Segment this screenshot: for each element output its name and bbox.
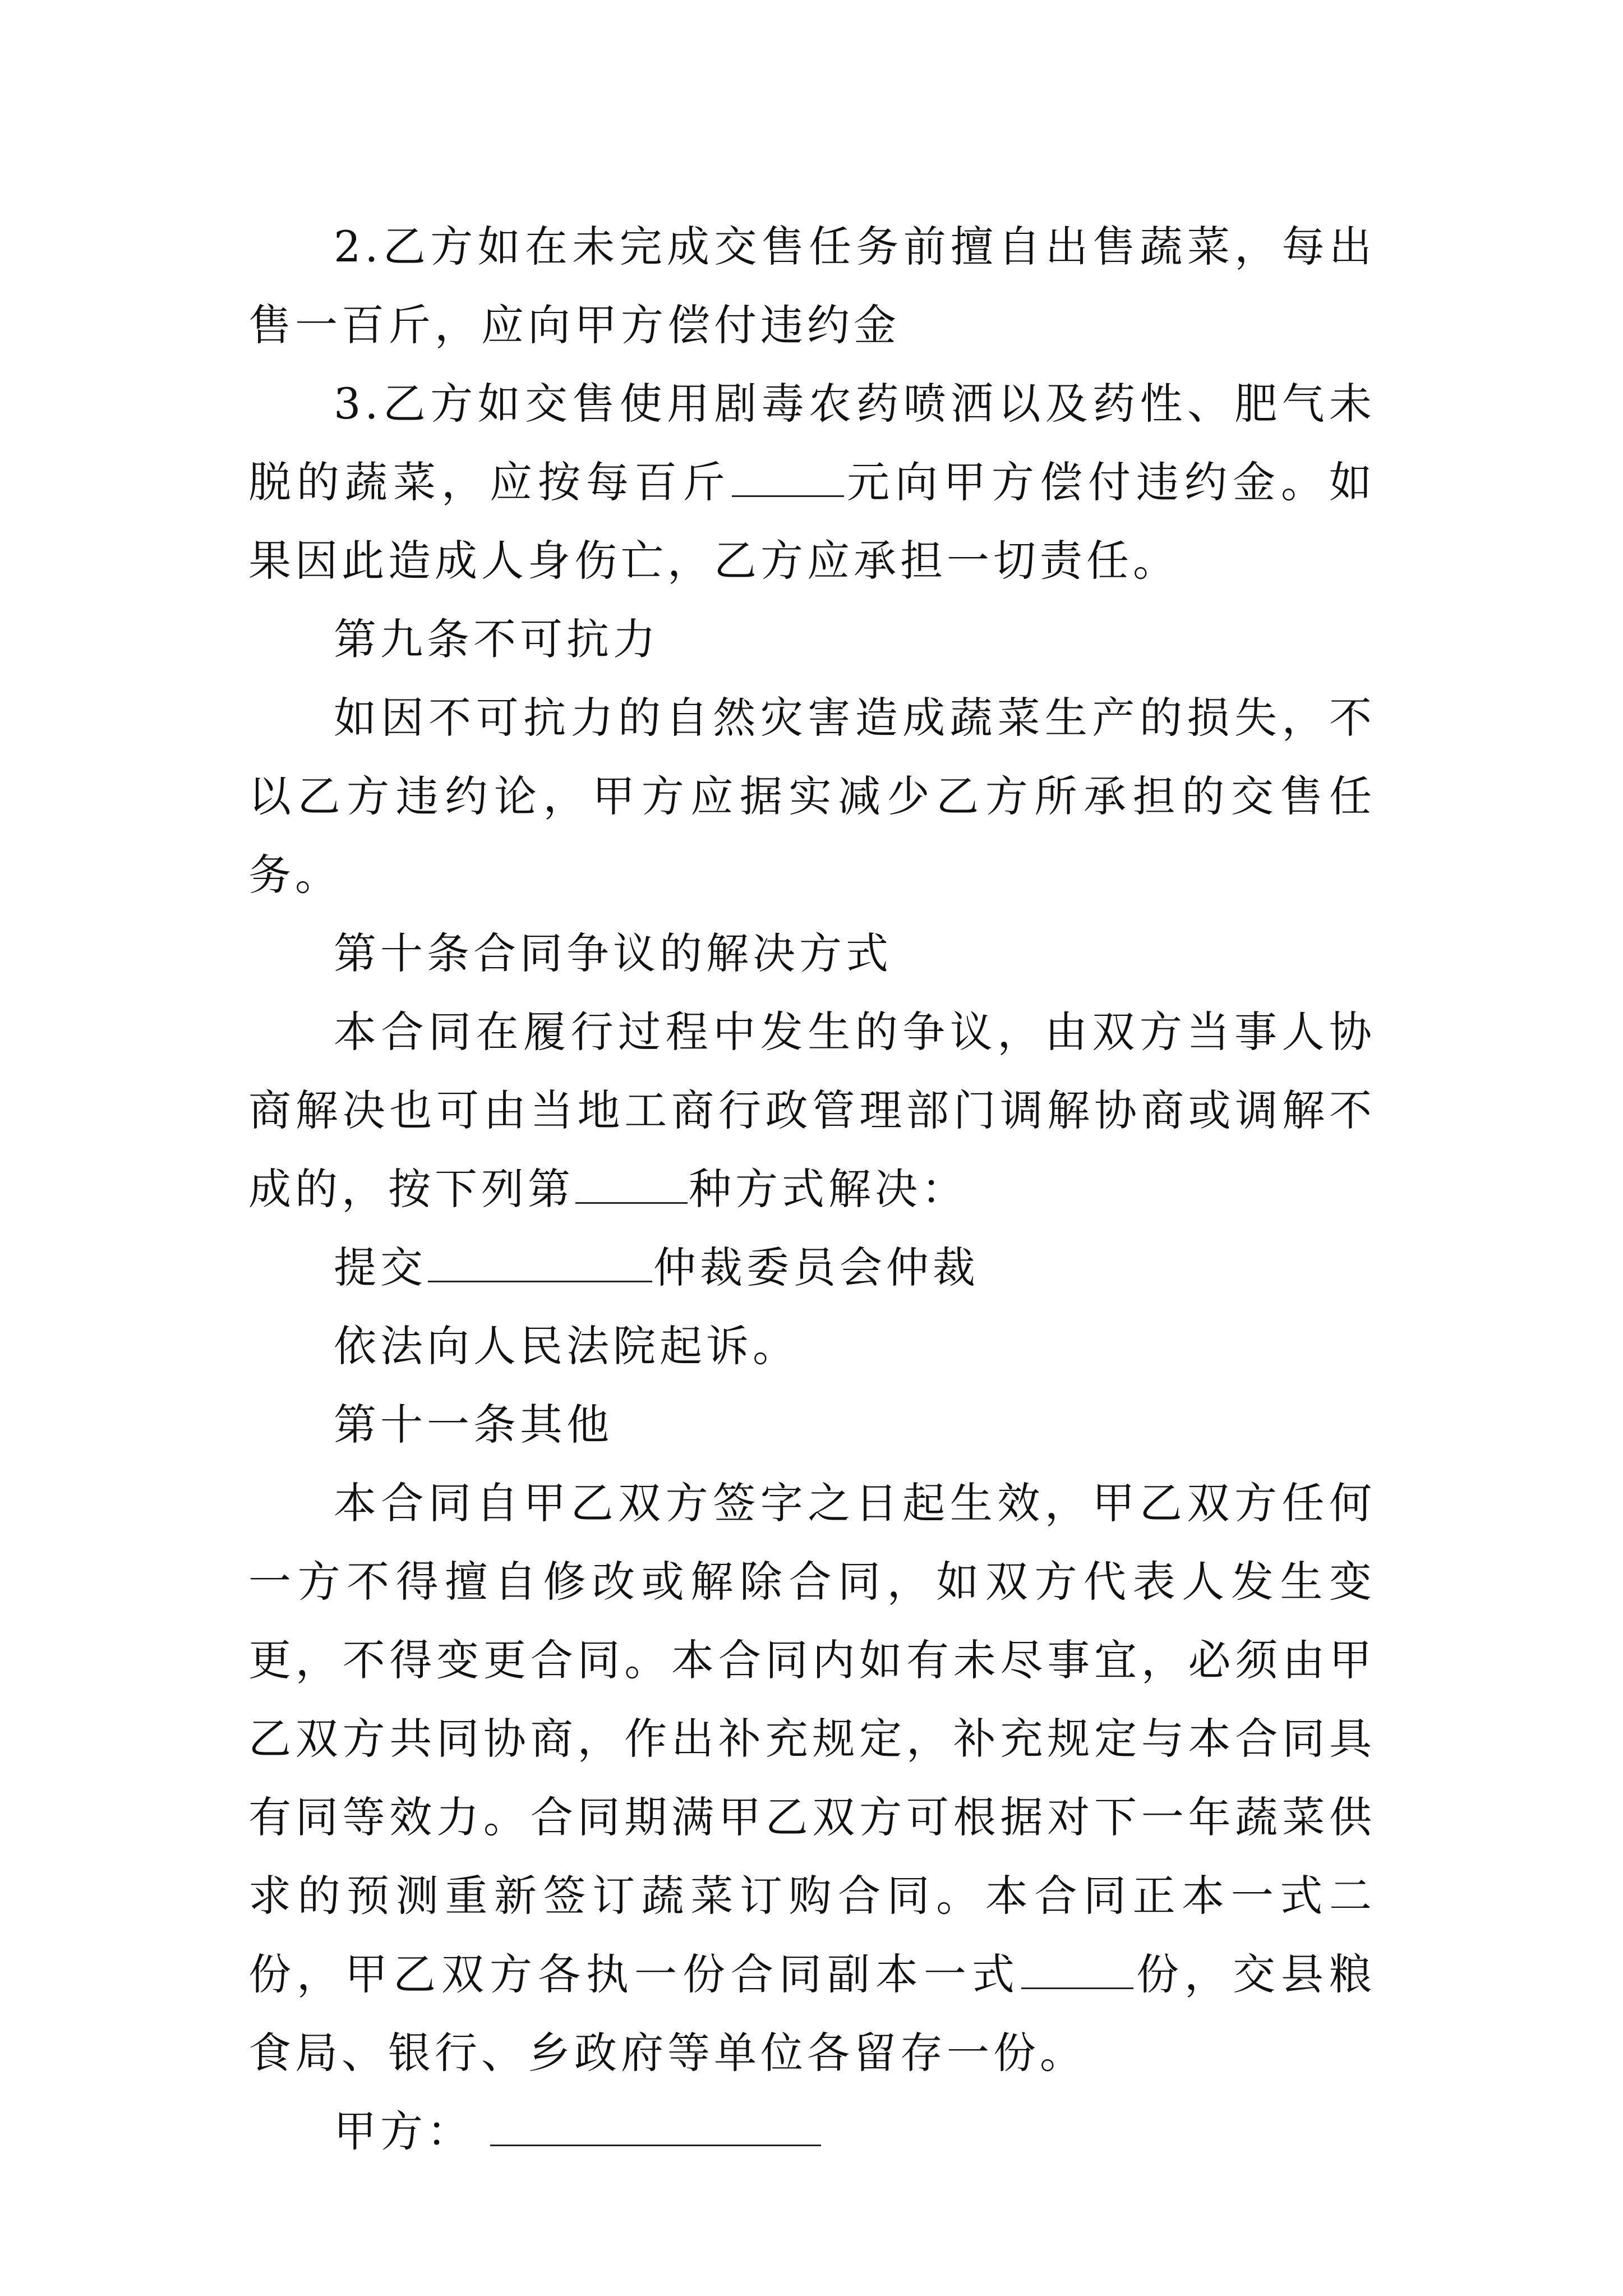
party-a-label: 甲方： bbox=[334, 2106, 473, 2156]
article-10-heading bbox=[248, 914, 1376, 993]
arbitration-committee-blank[interactable] bbox=[428, 1241, 652, 1282]
article-11-heading bbox=[248, 1386, 1376, 1464]
article-11-paragraph bbox=[248, 1464, 1376, 2092]
article-9-title: 第九条不可抗力 bbox=[334, 614, 660, 664]
litigation-text: 依法向人民法院起诉。 bbox=[334, 1321, 799, 1371]
arbitration-text-after: 仲裁委员会仲裁 bbox=[653, 1243, 979, 1292]
party-a-signature-line bbox=[248, 2092, 1376, 2171]
article-10-paragraph bbox=[248, 993, 1376, 1228]
clause-2-paragraph bbox=[248, 208, 1376, 365]
arbitration-text-before: 提交 bbox=[334, 1243, 427, 1292]
article-9-paragraph bbox=[248, 679, 1376, 914]
article-10-text-before: 本合同在履行过程中发生的争议，由双方当事人协商解决也可由当地工商行政管理部门调解协商或调解不成的，按下列第 bbox=[248, 1007, 1376, 1214]
clause-3-paragraph bbox=[248, 365, 1376, 600]
article-10-title: 第十条合同争议的解决方式 bbox=[334, 928, 892, 978]
clause-3-text-after: 元向甲方偿付违约金。如果因此造成人身伤亡，乙方应承担一切责任。 bbox=[248, 457, 1376, 586]
copies-count-blank[interactable] bbox=[1021, 1948, 1133, 1989]
article-9-heading bbox=[248, 600, 1376, 679]
clause-3-text-before: 3.乙方如交售使用剧毒农药喷洒以及药性、肥气未脱的蔬菜，应按每百斤 bbox=[248, 379, 1376, 507]
contract-body bbox=[248, 208, 1376, 2171]
resolution-method-blank[interactable] bbox=[575, 1163, 688, 1204]
article-11-text-after: 份，交县粮食局、银行、乡政府等单位各留存一份。 bbox=[248, 1949, 1376, 2078]
article-9-text: 如因不可抗力的自然灾害造成蔬菜生产的损失，不以乙方违约论，甲方应据实减少乙方所承担的交售任务。 bbox=[248, 693, 1376, 900]
clause-2-text: 2.乙方如在未完成交售任务前擅自出售蔬菜，每出售一百斤，应向甲方偿付违约金 bbox=[248, 222, 1376, 350]
penalty-amount-blank[interactable] bbox=[732, 456, 844, 497]
article-11-text-before: 本合同自甲乙双方签字之日起生效，甲乙双方任何一方不得擅自修改或解除合同，如双方代表人发生变更，不得变更合同。本合同内如有未尽事宜，必须由甲乙双方共同协商，作出补充规定，补充规定与本合同具有同等效力。合同期满甲乙双方可根据对下一年蔬菜供求的预测重新签订蔬菜订购合同。本合同正本一式二份，甲乙双方各执一份合同副本一式 bbox=[248, 1478, 1376, 1999]
article-10-text-after: 种方式解决： bbox=[689, 1164, 968, 1214]
litigation-option bbox=[248, 1307, 1376, 1386]
party-a-signature-blank[interactable] bbox=[490, 2105, 821, 2146]
arbitration-option bbox=[248, 1228, 1376, 1307]
article-11-title: 第十一条其他 bbox=[334, 1400, 613, 1450]
